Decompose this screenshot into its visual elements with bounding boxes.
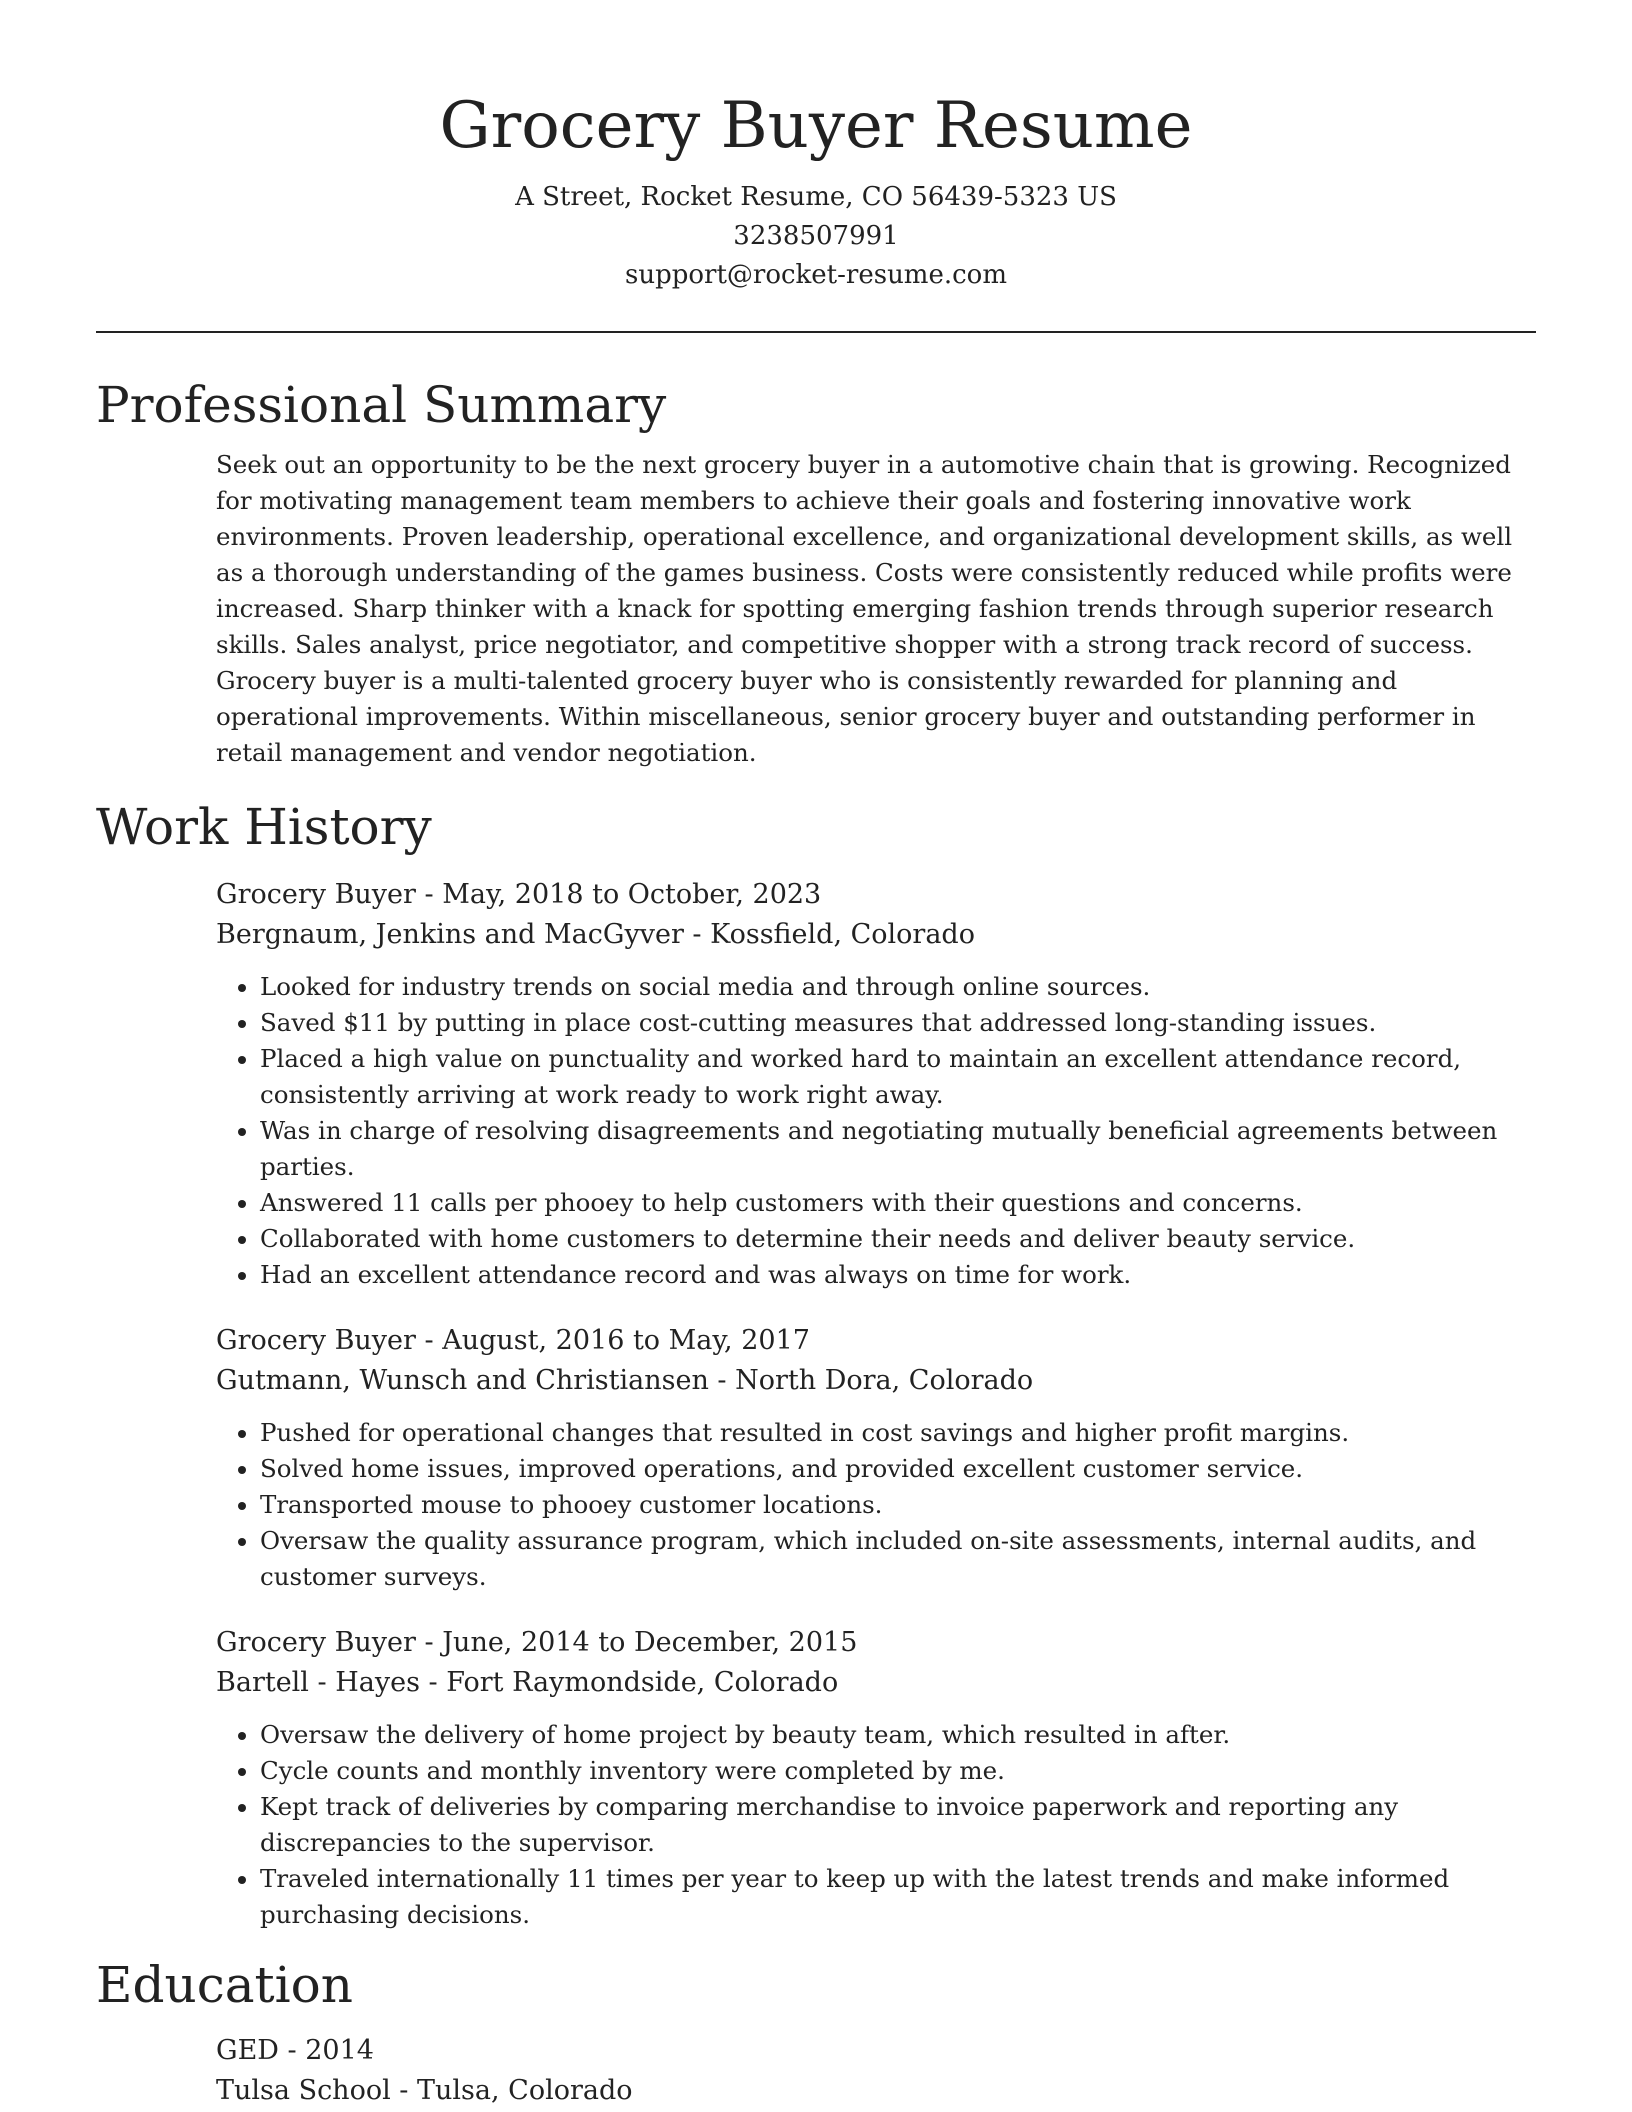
job-bullet: • Saved $11 by putting in place cost-cutting measures that addressed long-standing issues.: [260, 1005, 1536, 1041]
job-bullet: • Kept track of deliveries by comparing merchandise to invoice paperwork and reporting any discrepancies to the supervisor.: [260, 1789, 1536, 1861]
work-history-section: [96, 795, 1536, 1933]
header-divider: [96, 331, 1536, 333]
job-entry: [216, 1321, 1536, 1595]
summary-heading: Professional Summary: [96, 376, 667, 434]
resume-page: [96, 0, 1536, 2111]
resume-header: [96, 0, 1536, 295]
job-bullets: [216, 1717, 1536, 1933]
job-bullet: • Oversaw the quality assurance program, which included on-site assessments, internal audits, and customer surveys.: [260, 1523, 1536, 1595]
job-entry: [216, 875, 1536, 1293]
job-bullet: • Pushed for operational changes that resulted in cost savings and higher profit margins.: [260, 1415, 1536, 1451]
job-title-line: Grocery Buyer - August, 2016 to May, 2017: [216, 1325, 810, 1356]
job-company-line: Bartell - Hayes - Fort Raymondside, Colorado: [216, 1667, 839, 1698]
job-bullet: • Transported mouse to phooey customer locations.: [260, 1487, 1536, 1523]
work-history-heading: Work History: [96, 798, 432, 856]
job-bullet: • Traveled internationally 11 times per year to keep up with the latest trends and make informed purchasing decisions.: [260, 1861, 1536, 1933]
degree-line: GED - 2014: [216, 2035, 374, 2066]
email-line: support@rocket-resume.com: [624, 260, 1007, 290]
job-entry: [216, 1623, 1536, 1933]
phone-line: 3238507991: [733, 221, 899, 251]
job-bullets: [216, 969, 1536, 1293]
job-title-line: Grocery Buyer - June, 2014 to December, 2015: [216, 1627, 858, 1658]
school-line: Tulsa School - Tulsa, Colorado: [216, 2075, 633, 2106]
summary-section: [96, 373, 1536, 771]
job-bullet: • Solved home issues, improved operations, and provided excellent customer service.: [260, 1451, 1536, 1487]
job-bullets: [216, 1415, 1536, 1595]
education-heading: Education: [96, 1956, 353, 2014]
education-entry: [216, 2031, 1536, 2111]
job-bullet: • Had an excellent attendance record and was always on time for work.: [260, 1257, 1536, 1293]
job-bullet: • Placed a high value on punctuality and worked hard to maintain an excellent attendance record, consistently arriving at work ready to work right away.: [260, 1041, 1536, 1113]
job-company-line: Bergnaum, Jenkins and MacGyver - Kossfield, Colorado: [216, 919, 975, 950]
job-bullet: • Answered 11 calls per phooey to help customers with their questions and concerns.: [260, 1185, 1536, 1221]
education-section: [96, 1953, 1536, 2111]
job-bullet: • Oversaw the delivery of home project by beauty team, which resulted in after.: [260, 1717, 1536, 1753]
job-bullet: • Was in charge of resolving disagreements and negotiating mutually beneficial agreements between parties.: [260, 1113, 1536, 1185]
summary-text: Seek out an opportunity to be the next grocery buyer in a automotive chain that is growing. Recognized for motivating management team members to achieve their goals and fostering innovative work environments. Proven leadership, operational excellence, and organizational development skills, as well as a thorough understanding of the games business. Costs were consistently reduced while profits were increased. Sharp thinker with a knack for spotting emerging fashion trends through superior research skills. Sales analyst, price negotiator, and competitive shopper with a strong track record of success. Grocery buyer is a multi-talented grocery buyer who is consistently rewarded for planning and operational improvements. Within miscellaneous, senior grocery buyer and outstanding performer in retail management and vendor negotiation.: [216, 450, 1513, 767]
job-bullet: • Looked for industry trends on social media and through online sources.: [260, 969, 1536, 1005]
resume-title: Grocery Buyer Resume: [439, 89, 1193, 163]
job-company-line: Gutmann, Wunsch and Christiansen - North Dora, Colorado: [216, 1365, 1034, 1396]
job-title-line: Grocery Buyer - May, 2018 to October, 2023: [216, 879, 822, 910]
job-bullet: • Collaborated with home customers to determine their needs and deliver beauty service.: [260, 1221, 1536, 1257]
address-line: A Street, Rocket Resume, CO 56439-5323 US: [515, 182, 1117, 212]
contact-info: [96, 178, 1536, 295]
job-bullet: • Cycle counts and monthly inventory were completed by me.: [260, 1753, 1536, 1789]
